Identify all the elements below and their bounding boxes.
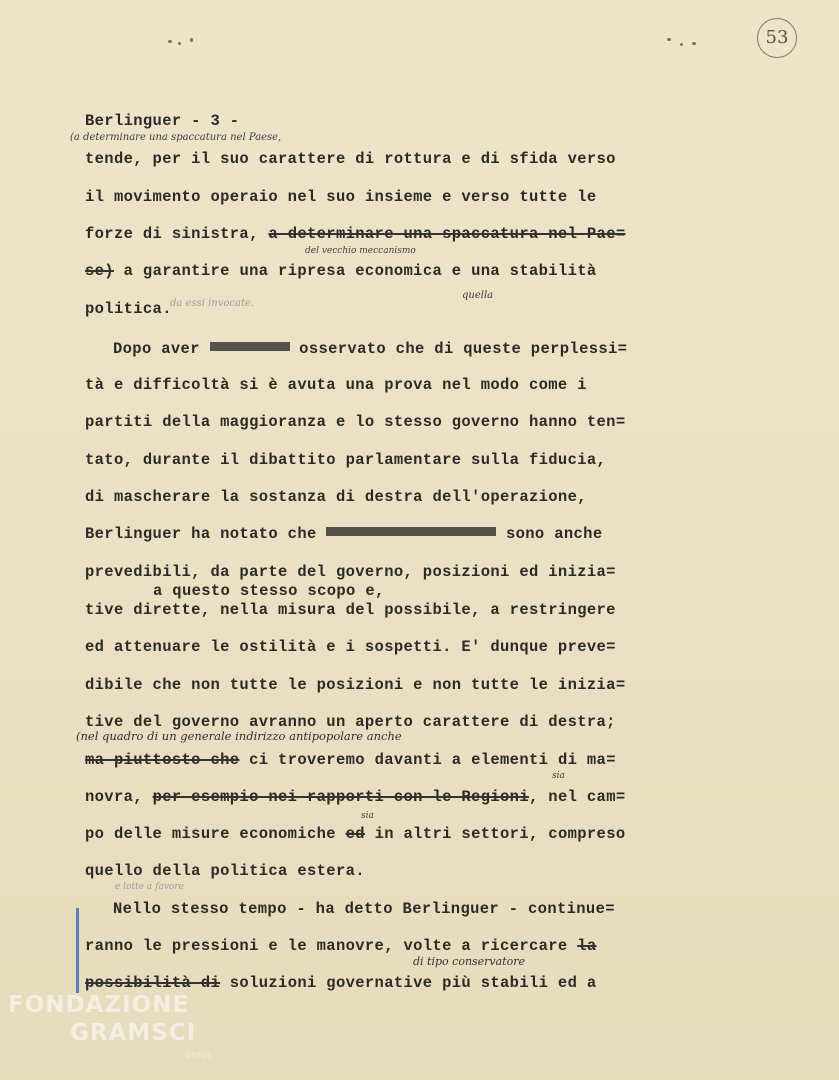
text-line: tende, per il suo carattere di rottura e di sfida verso — [85, 150, 616, 168]
ink-speck — [190, 38, 193, 42]
text-line — [85, 525, 602, 543]
text-line — [85, 937, 597, 955]
text-line — [85, 751, 616, 769]
erased-word — [210, 342, 290, 351]
struck-text: per esempio nei rapporti con le Regioni — [152, 788, 529, 806]
text-line — [85, 788, 626, 806]
struck-text: a determinare una spaccatura nel Pae= — [268, 225, 626, 243]
text-segment: a garantire una ripresa economica e una stabilità — [123, 262, 597, 280]
text-segment: osservato che di queste perplessi= — [299, 340, 628, 358]
text-line: dibile che non tutte le posizioni e non tutte le inizia= — [85, 676, 626, 694]
struck-text: la — [577, 937, 597, 955]
struck-text: possibilità di — [85, 974, 221, 992]
text-line: il movimento operaio nel suo insieme e verso tutte le — [85, 188, 597, 206]
text-line — [113, 340, 627, 358]
watermark-line2: GRAMSCI — [70, 1020, 197, 1046]
text-line: ed attenuare le ostilità e i sospetti. E' dunque preve= — [85, 638, 616, 656]
text-line: politica. — [85, 300, 172, 318]
handwritten-note: di tipo conservatore — [413, 955, 526, 968]
text-segment: in altri settori, compreso — [374, 825, 626, 843]
text-line: partiti della maggioranza e lo stesso governo hanno ten= — [85, 413, 626, 431]
struck-text: ed — [345, 825, 365, 843]
text-line — [85, 225, 626, 243]
text-line: tato, durante il dibattito parlamentare sulla fiducia, — [85, 451, 607, 469]
typed-insertion: a questo stesso scopo e, — [153, 582, 385, 600]
ink-speck — [692, 42, 696, 45]
text-line: tive dirette, nella misura del possibile, a restringere — [85, 601, 616, 619]
text-segment: , nel cam= — [528, 788, 626, 806]
handwritten-note: sia — [361, 811, 374, 821]
text-segment: sono anche — [505, 525, 603, 543]
text-segment: Dopo aver — [113, 340, 210, 358]
handwritten-note: del vecchio meccanismo — [305, 246, 416, 256]
text-line — [85, 262, 597, 280]
handwritten-note: quella — [462, 290, 494, 301]
text-segment: ci troveremo davanti a elementi di ma= — [249, 751, 616, 769]
text-line — [85, 825, 626, 843]
text-segment: Berlinguer ha notato che — [85, 525, 327, 543]
text-segment: novra, — [85, 788, 153, 806]
handwritten-note: sia — [552, 771, 565, 781]
ink-speck — [168, 40, 172, 43]
handwritten-note: (nel quadro di un generale indirizzo antipopolare anche — [76, 729, 402, 743]
handwritten-note: da essi invocate. — [170, 298, 255, 309]
margin-mark — [76, 908, 79, 993]
text-line: tà e difficoltà si è avuta una prova nel modo come i — [85, 376, 587, 394]
watermark-line1: FONDAZIONE — [8, 992, 190, 1018]
text-line: Nello stesso tempo - ha detto Berlinguer - continue= — [113, 900, 615, 918]
text-segment: po delle misure economiche — [85, 825, 346, 843]
watermark-line3: onlus — [185, 1050, 212, 1061]
handwritten-note: e lotte a favore — [115, 882, 184, 892]
struck-text: ma piuttosto che — [85, 751, 240, 769]
text-line: tive del governo avranno un aperto carattere di destra; — [85, 713, 616, 731]
text-line — [85, 974, 597, 992]
document-header: Berlinguer - 3 - — [85, 112, 240, 130]
ink-speck — [680, 43, 683, 46]
text-line: prevedibili, da parte del governo, posizioni ed inizia= — [85, 563, 616, 581]
text-line: quello della politica estera. — [85, 862, 365, 880]
text-segment: soluzioni governative più stabili ed a — [229, 974, 597, 992]
struck-text: se) — [85, 262, 114, 280]
erased-word — [326, 527, 496, 536]
text-segment: forze di sinistra, — [85, 225, 269, 243]
handwritten-note: (a determinare una spaccatura nel Paese, — [70, 132, 282, 143]
ink-speck — [667, 38, 671, 41]
text-segment: ranno le pressioni e le manovre, volte a ricercare — [85, 937, 578, 955]
text-line: di mascherare la sostanza di destra dell'operazione, — [85, 488, 587, 506]
ink-speck — [178, 42, 181, 45]
page-number: 53 — [757, 18, 797, 58]
